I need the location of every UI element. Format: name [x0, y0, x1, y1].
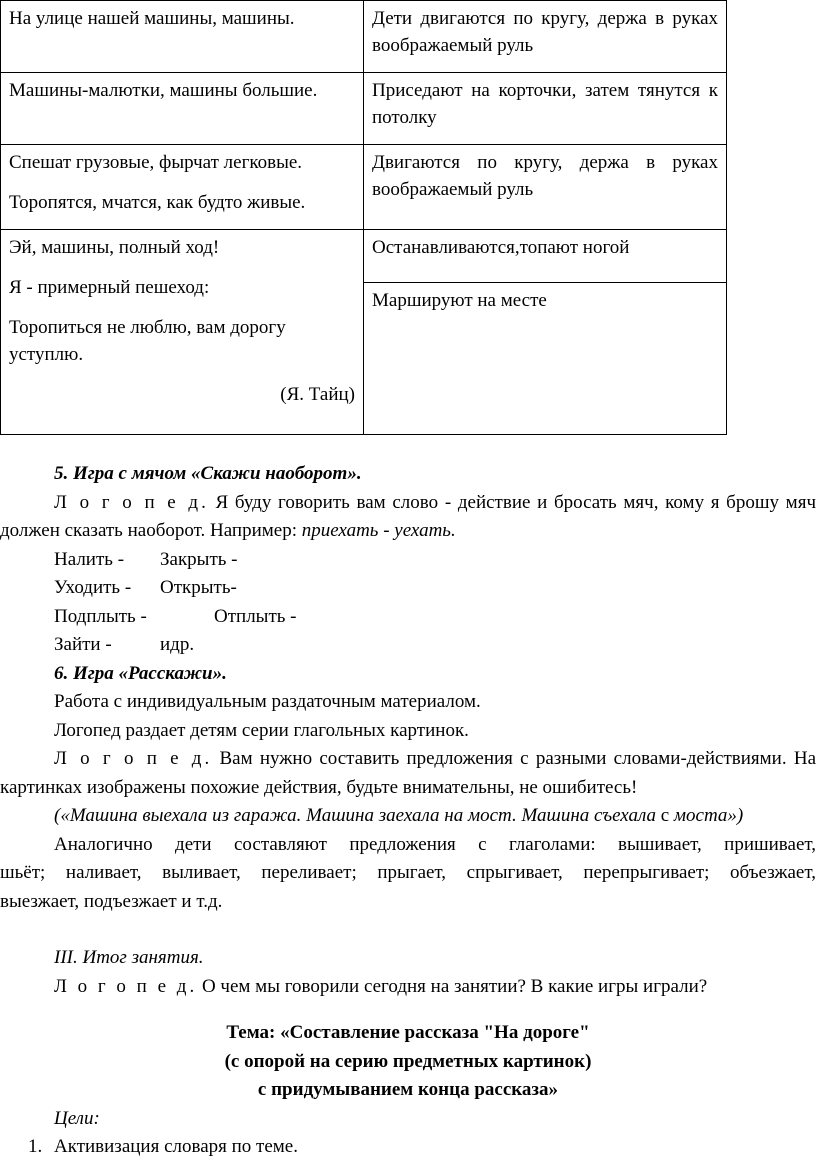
word: Закрыть -	[160, 548, 238, 570]
goal-item	[0, 1133, 816, 1162]
verse-line: Машины-малютки, машины большие.	[9, 80, 318, 101]
word: Уходить -	[54, 577, 132, 598]
verse-cell	[1, 230, 364, 435]
paragraph	[0, 517, 816, 546]
speaker-label: Л о г о п е д.	[54, 975, 198, 997]
action-cell	[364, 73, 727, 145]
paragraph: Логопед раздает детям серии глагольных картинок.	[54, 719, 469, 741]
verse-line: На улице нашей машины, машины.	[9, 8, 295, 29]
verse-table	[0, 0, 727, 435]
table-row	[1, 230, 727, 283]
verse-line: Эй, машины, полный ход!	[9, 237, 220, 258]
paragraph: картинках изображены похожие действия, будьте внимательны, не ошибитесь!	[0, 776, 638, 798]
paragraph-text: О чем мы говорили сегодня на занятии? В какие игры играли?	[197, 975, 708, 997]
word: Налить -	[54, 548, 125, 570]
example-text: («Машина выехала из гаража. Машина заехала на мост. Машина съехала	[54, 805, 661, 826]
topic-title: с придумыванием конца рассказа»	[257, 1079, 559, 1100]
table-row	[1, 1, 727, 73]
verse-line: Торопятся, мчатся, как будто живые.	[9, 192, 306, 213]
word: Открыть-	[160, 577, 237, 598]
table-row	[1, 145, 727, 230]
paragraph	[0, 745, 816, 774]
verse-author: (Я. Тайц)	[280, 384, 355, 405]
verse-line: Я - примерный пешеход:	[9, 277, 210, 298]
example-paragraph	[0, 802, 816, 831]
spacer	[0, 1001, 816, 1019]
verse-line: Торопиться не люблю, вам дорогу уступлю.	[9, 317, 286, 365]
table-row	[1, 73, 727, 145]
word-pair	[0, 603, 816, 632]
word: идр.	[160, 634, 195, 655]
action-text: Останавливаются,топают ногой	[372, 237, 630, 258]
paragraph-text: Я буду говорить вам слово - действие и бросать мяч, кому я брошу мяч	[208, 491, 816, 513]
example-text: моста»)	[669, 805, 744, 826]
example-text: с	[660, 805, 670, 826]
word-pair	[0, 546, 816, 575]
paragraph: Работа с индивидуальным раздаточным материалом.	[54, 691, 481, 712]
paragraph: выезжает, подъезжает и т.д.	[0, 890, 223, 912]
goals-label: Цели:	[54, 1107, 100, 1129]
action-cell	[364, 1, 727, 73]
word: Отплыть -	[214, 605, 297, 627]
goal-number: 1.	[28, 1136, 43, 1157]
verse-cell	[1, 73, 364, 145]
word: Зайти -	[54, 634, 112, 655]
spacer	[0, 916, 816, 944]
paragraph-text: Вам нужно составить предложения с разными словами-действиями. На	[212, 748, 816, 769]
action-text: Маршируют на месте	[372, 290, 547, 312]
action-cell	[364, 145, 727, 230]
action-cell	[364, 283, 727, 435]
word-pair	[0, 574, 816, 603]
topic-title: (с опорой на серию предметных картинок)	[224, 1050, 592, 1072]
paragraph-text: должен сказать наоборот. Например:	[0, 520, 302, 541]
speaker-label: Л о г о п е д.	[54, 491, 209, 513]
paragraph	[0, 489, 816, 518]
word-pair	[0, 631, 816, 660]
paragraph: шьёт; наливает, выливает, переливает; прыгает, спрыгивает, перепрыгивает; объезжает,	[0, 862, 816, 883]
example-text: приехать - уехать.	[301, 520, 456, 541]
action-cell	[364, 230, 727, 283]
paragraph: Аналогично дети составляют предложения с глаголами: вышивает, пришивает,	[54, 833, 816, 855]
action-text: Двигаются по кругу, держа в руках воображаемый руль	[372, 152, 718, 200]
section-heading: 5. Игра с мячом «Скажи наоборот».	[54, 463, 362, 484]
paragraph	[0, 973, 816, 1002]
verse-cell	[1, 1, 364, 73]
topic-title: Тема: «Составление рассказа "На дороге"	[226, 1022, 590, 1043]
verse-cell	[1, 145, 364, 230]
word: Подплыть -	[54, 605, 147, 627]
verse-line: Спешат грузовые, фырчат легковые.	[9, 152, 303, 173]
section-heading: III. Итог занятия.	[54, 947, 204, 968]
section-heading: 6. Игра «Расскажи».	[54, 662, 227, 684]
goal-text: Активизация словаря по теме.	[54, 1136, 298, 1157]
action-text: Приседают на корточки, затем тянутся к потолку	[372, 80, 718, 128]
document-body	[0, 460, 816, 1162]
speaker-label: Л о г о п е д.	[54, 748, 213, 769]
action-text: Дети двигаются по кругу, держа в руках воображаемый руль	[372, 8, 718, 56]
